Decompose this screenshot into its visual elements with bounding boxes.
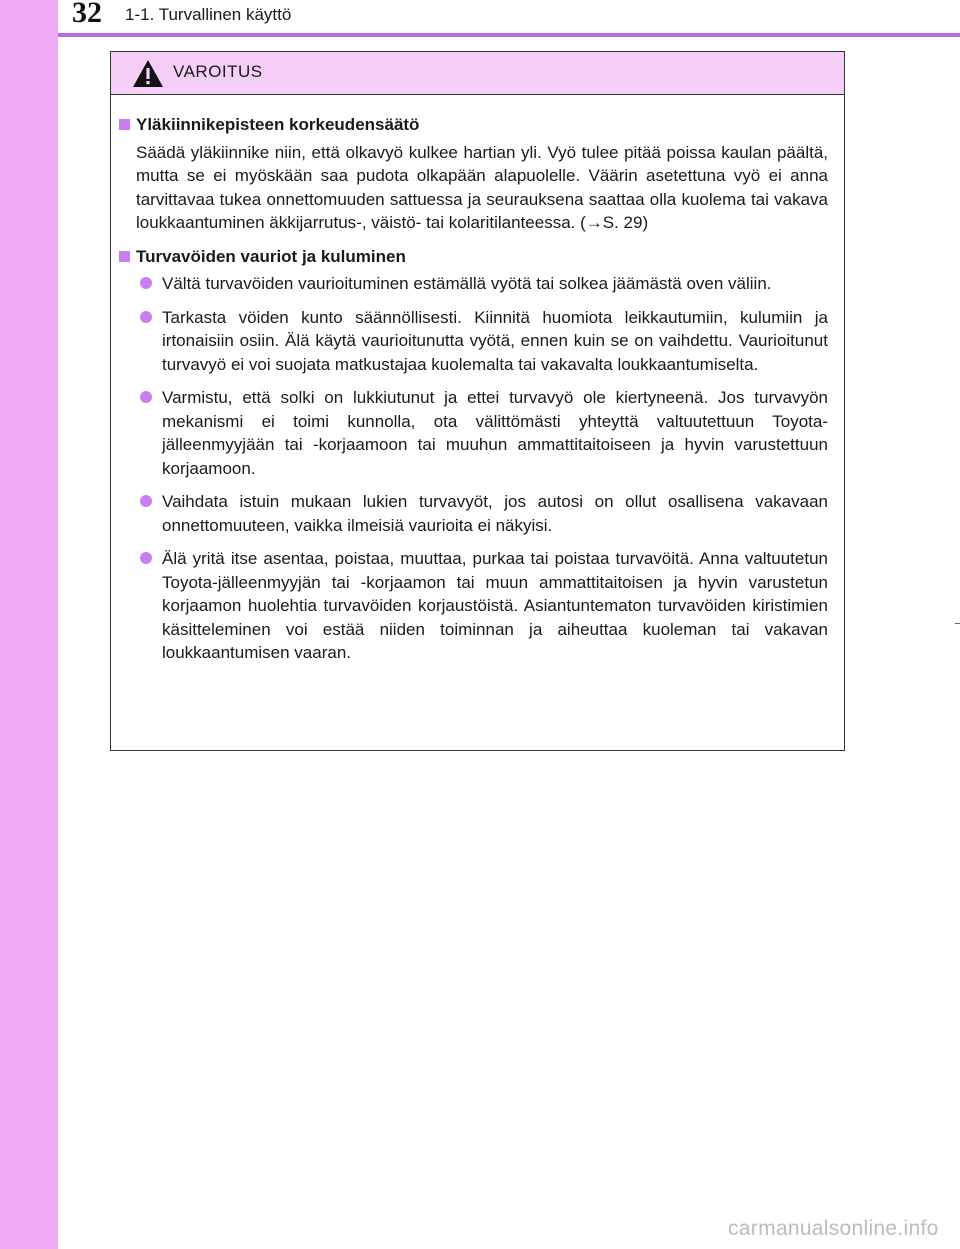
page-reference: S. 29) — [602, 213, 649, 232]
list-item-text: Älä yritä itse asentaa, poistaa, muuttaa, purkaa tai poistaa turvavöitä. Anna valtuutetun Toyota-jälleenmyyjän tai -korjaamon tai muun ammattitaitoisen ja hyvin varustetun korjaamon huolehtia turvavöiden korjaustöistä. Asiantuntematon turvavöiden kiristimien käsitteleminen voi estää niiden toiminnan ja aiheuttaa kuoleman tai vakavan loukkaantumisen vaaran. — [162, 549, 828, 662]
reference-arrow-icon: → — [585, 213, 603, 232]
round-bullet-icon — [140, 277, 152, 289]
paragraph-text: Säädä yläkiinnike niin, että olkavyö kulkee hartian yli. Vyö tulee pitää poissa kaulan päältä, mutta se ei myöskään saa pudota olkapään alapuolelle. Väärin asetettuna vyö ei anna tarvittavaa tukea onnettomuuden sattuessa ja seurauksena saattaa olla kuolema tai vakava loukkaantuminen äkkijarrutus-, väistö- tai kolaritilanteessa. ( — [136, 142, 828, 232]
section-heading-text: Turvavöiden vauriot ja kuluminen — [136, 246, 406, 266]
round-bullet-icon — [140, 311, 152, 323]
section-heading-text: Yläkiinnikepisteen korkeudensäätö — [136, 115, 420, 134]
round-bullet-icon — [140, 552, 152, 564]
list-item — [119, 272, 828, 296]
list-item — [119, 547, 828, 665]
square-bullet-icon — [119, 119, 130, 130]
warning-box — [110, 51, 845, 751]
margin-tick — [955, 623, 960, 624]
square-bullet-icon — [119, 251, 130, 262]
header-rule — [58, 33, 960, 37]
watermark-text: carmanualsonline.info — [728, 1217, 939, 1240]
warning-body — [111, 95, 844, 665]
warning-triangle-icon — [132, 59, 164, 88]
list-item — [119, 386, 828, 480]
warning-label: VAROITUS — [173, 62, 263, 81]
list-item — [119, 490, 828, 537]
damage-bullet-list — [119, 272, 828, 665]
list-item-text: Vältä turvavöiden vaurioituminen estämällä vyötä tai solkea jäämästä oven väliin. — [162, 274, 772, 293]
anchor-adjust-paragraph — [119, 141, 828, 235]
page-number: 32 — [72, 0, 102, 29]
section-heading-belt-anchor — [119, 113, 828, 137]
warning-header — [111, 52, 844, 95]
round-bullet-icon — [140, 391, 152, 403]
list-item-text: Vaihdata istuin mukaan lukien turvavyöt, jos autosi on ollut osallisena vakavaan onnettomuuteen, vaikka ilmeisiä vaurioita ei näkyisi. — [162, 492, 828, 535]
page-sidebar-strip — [0, 0, 58, 1249]
section-title: 1-1. Turvallinen käyttö — [125, 5, 292, 24]
list-item — [119, 306, 828, 377]
list-item-text: Tarkasta vöiden kunto säännöllisesti. Kiinnitä huomiota leikkautumiin, kulumiin ja irtonaisiin osiin. Älä käytä vaurioitunutta vyötä, ennen kuin se on vaihdettu. Vaurioitunut turvavyö ei voi suojata matkustajaa kuolemalta tai vakavalta loukkaantumiselta. — [162, 307, 828, 374]
round-bullet-icon — [140, 495, 152, 507]
list-item-text: Varmistu, että solki on lukkiutunut ja ettei turvavyö ole kiertyneenä. Jos turvavyön mekanismi ei toimi kunnolla, ota välittömästi yhteyttä valtuutettuun Toyota-jälleenmyyjään tai -korjaamoon tai muuhun ammattitaitoiseen ja hyvin varustettuun korjaamoon. — [162, 388, 828, 478]
section-heading-belt-damage — [119, 245, 828, 269]
